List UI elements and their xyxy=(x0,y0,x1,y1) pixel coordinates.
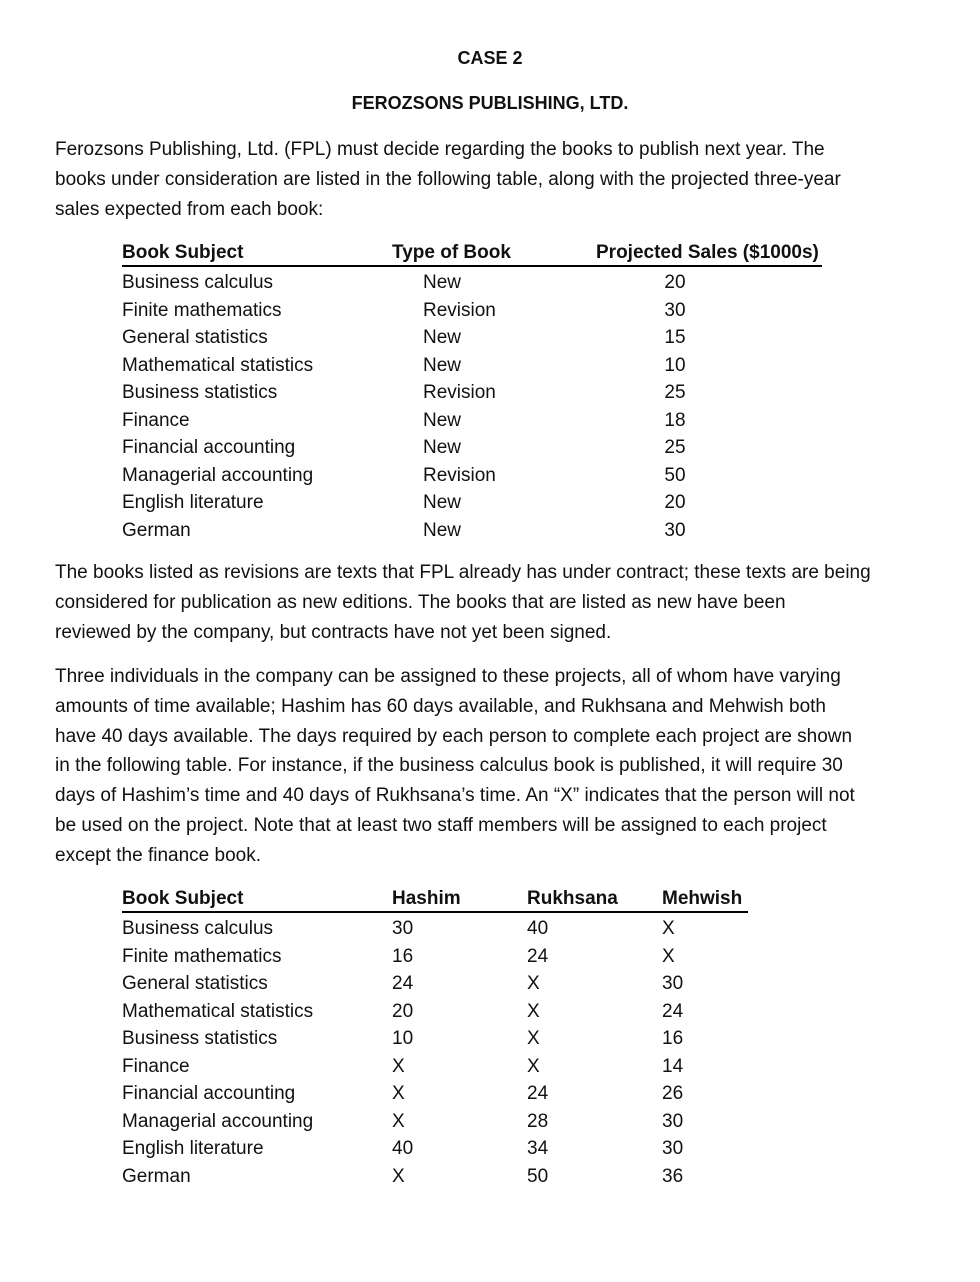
table-cell: Finance xyxy=(122,409,190,431)
table-cell: 16 xyxy=(392,945,414,967)
column-header: Book Subject xyxy=(122,242,244,263)
text-line: in the following table. For instance, if the business calculus book is published, it will require 30 xyxy=(55,755,843,777)
table-cell: New xyxy=(423,272,462,293)
table-cell: Business statistics xyxy=(122,382,278,403)
table-cell: 10 xyxy=(664,354,686,376)
table-row xyxy=(122,970,748,998)
table-row xyxy=(122,1108,748,1136)
table-cell: 26 xyxy=(662,1083,684,1104)
table-cell: Managerial accounting xyxy=(122,1110,314,1132)
column-header: Projected Sales ($1000s) xyxy=(596,242,819,263)
table-cell: 28 xyxy=(527,1110,549,1132)
table-row xyxy=(122,1135,748,1163)
table-cell: 40 xyxy=(392,1138,414,1159)
revisions-paragraph xyxy=(55,558,955,647)
table-cell: X xyxy=(392,1110,405,1132)
sales-table xyxy=(122,241,822,544)
table-row xyxy=(122,462,822,490)
table-cell: 30 xyxy=(662,1138,684,1159)
table-cell: Financial accounting xyxy=(122,437,296,458)
table-cell: 30 xyxy=(664,299,686,321)
table-row xyxy=(122,407,822,435)
table-cell: 15 xyxy=(664,327,686,348)
table-cell: General statistics xyxy=(122,973,268,994)
table-cell: 20 xyxy=(392,1000,414,1022)
text-line: considered for publication as new editions. The books that are listed as new have been xyxy=(55,591,786,613)
text-line: books under consideration are listed in the following table, along with the projected three-year xyxy=(55,168,841,190)
table-cell: 24 xyxy=(527,1083,549,1104)
table-cell: X xyxy=(527,1028,540,1049)
table-cell: New xyxy=(423,409,462,431)
table-cell: X xyxy=(662,945,675,967)
table-cell: 40 xyxy=(527,918,549,939)
table-header-row xyxy=(122,887,748,913)
table-cell: 34 xyxy=(527,1138,549,1159)
table-cell: 24 xyxy=(527,945,549,967)
text-line: Ferozsons Publishing, Ltd. (FPL) must decide regarding the books to publish next year. The xyxy=(55,139,825,160)
table-cell: 50 xyxy=(664,464,686,486)
table-header-row xyxy=(122,241,822,267)
column-header: Mehwish xyxy=(662,888,743,909)
table-cell: German xyxy=(122,1165,191,1187)
column-header: Hashim xyxy=(392,888,461,909)
table-cell: Finance xyxy=(122,1055,190,1077)
table-cell: Mathematical statistics xyxy=(122,354,314,376)
table-cell: 25 xyxy=(664,382,686,403)
table-cell: 30 xyxy=(662,1110,684,1132)
table-row xyxy=(122,297,822,325)
table-row xyxy=(122,1163,748,1191)
table-cell: New xyxy=(423,492,462,513)
table-row xyxy=(122,1053,748,1081)
table-cell: 30 xyxy=(664,519,686,541)
staff-paragraph xyxy=(55,662,955,871)
column-header: Rukhsana xyxy=(527,888,618,909)
table-cell: Finite mathematics xyxy=(122,945,282,967)
table-row xyxy=(122,324,822,352)
table-cell: General statistics xyxy=(122,327,268,348)
table-cell: X xyxy=(392,1165,405,1187)
table-cell: German xyxy=(122,519,191,541)
table-cell: New xyxy=(423,437,462,458)
table-cell: X xyxy=(527,973,540,994)
table-cell: 50 xyxy=(527,1165,549,1187)
table-cell: X xyxy=(527,1000,540,1022)
text-line: The books listed as revisions are texts that FPL already has under contract; these texts are being xyxy=(55,562,871,583)
table-cell: Revision xyxy=(423,382,496,403)
days-table xyxy=(122,887,748,1190)
table-cell: New xyxy=(423,327,462,348)
text-line: sales expected from each book: xyxy=(55,198,324,220)
text-line: reviewed by the company, but contracts have not yet been signed. xyxy=(55,621,612,643)
table-cell: Revision xyxy=(423,299,496,321)
table-row xyxy=(122,434,822,462)
table-row xyxy=(122,998,748,1026)
table-cell: 24 xyxy=(662,1000,684,1022)
table-cell: Financial accounting xyxy=(122,1083,296,1104)
table-cell: New xyxy=(423,354,462,376)
column-header: Book Subject xyxy=(122,888,244,909)
text-line: except the finance book. xyxy=(55,844,261,866)
table-row xyxy=(122,517,822,545)
column-header: Type of Book xyxy=(392,242,511,263)
intro-paragraph xyxy=(55,135,955,224)
table-cell: English literature xyxy=(122,1138,264,1159)
company-title: FEROZSONS PUBLISHING, LTD. xyxy=(351,93,629,113)
table-cell: 36 xyxy=(662,1165,684,1187)
text-line: have 40 days available. The days required by each person to complete each project are shown xyxy=(55,725,853,747)
table-cell: X xyxy=(392,1055,405,1077)
table-cell: New xyxy=(423,519,462,541)
table-row xyxy=(122,269,822,297)
table-cell: English literature xyxy=(122,492,264,513)
table-cell: Business calculus xyxy=(122,918,274,939)
table-row xyxy=(122,1025,748,1053)
table-row xyxy=(122,379,822,407)
text-line: days of Hashim’s time and 40 days of Rukhsana’s time. An “X” indicates that the person will not xyxy=(55,785,855,807)
table-row xyxy=(122,489,822,517)
table-cell: 10 xyxy=(392,1028,414,1049)
table-cell: X xyxy=(527,1055,540,1077)
table-cell: Finite mathematics xyxy=(122,299,282,321)
table-row xyxy=(122,1080,748,1108)
table-cell: Revision xyxy=(423,464,496,486)
table-cell: 20 xyxy=(664,492,686,513)
table-row xyxy=(122,352,822,380)
table-cell: 24 xyxy=(392,973,414,994)
table-cell: 14 xyxy=(662,1055,684,1077)
text-line: amounts of time available; Hashim has 60 days available, and Rukhsana and Mehwish both xyxy=(55,695,827,717)
case-title: CASE 2 xyxy=(457,48,523,68)
table-cell: 20 xyxy=(664,272,686,293)
table-cell: Mathematical statistics xyxy=(122,1000,314,1022)
table-cell: 18 xyxy=(664,409,686,431)
table-row xyxy=(122,943,748,971)
table-cell: Business statistics xyxy=(122,1028,278,1049)
text-line: be used on the project. Note that at least two staff members will be assigned to each project xyxy=(55,814,827,836)
table-cell: 30 xyxy=(662,973,684,994)
table-cell: 25 xyxy=(664,437,686,458)
table-cell: Managerial accounting xyxy=(122,464,314,486)
table-cell: 16 xyxy=(662,1028,684,1049)
table-cell: X xyxy=(392,1083,405,1104)
table-row xyxy=(122,915,748,943)
table-cell: X xyxy=(662,918,675,939)
table-cell: 30 xyxy=(392,918,414,939)
text-line: Three individuals in the company can be assigned to these projects, all of whom have varying xyxy=(55,666,841,687)
table-cell: Business calculus xyxy=(122,272,274,293)
